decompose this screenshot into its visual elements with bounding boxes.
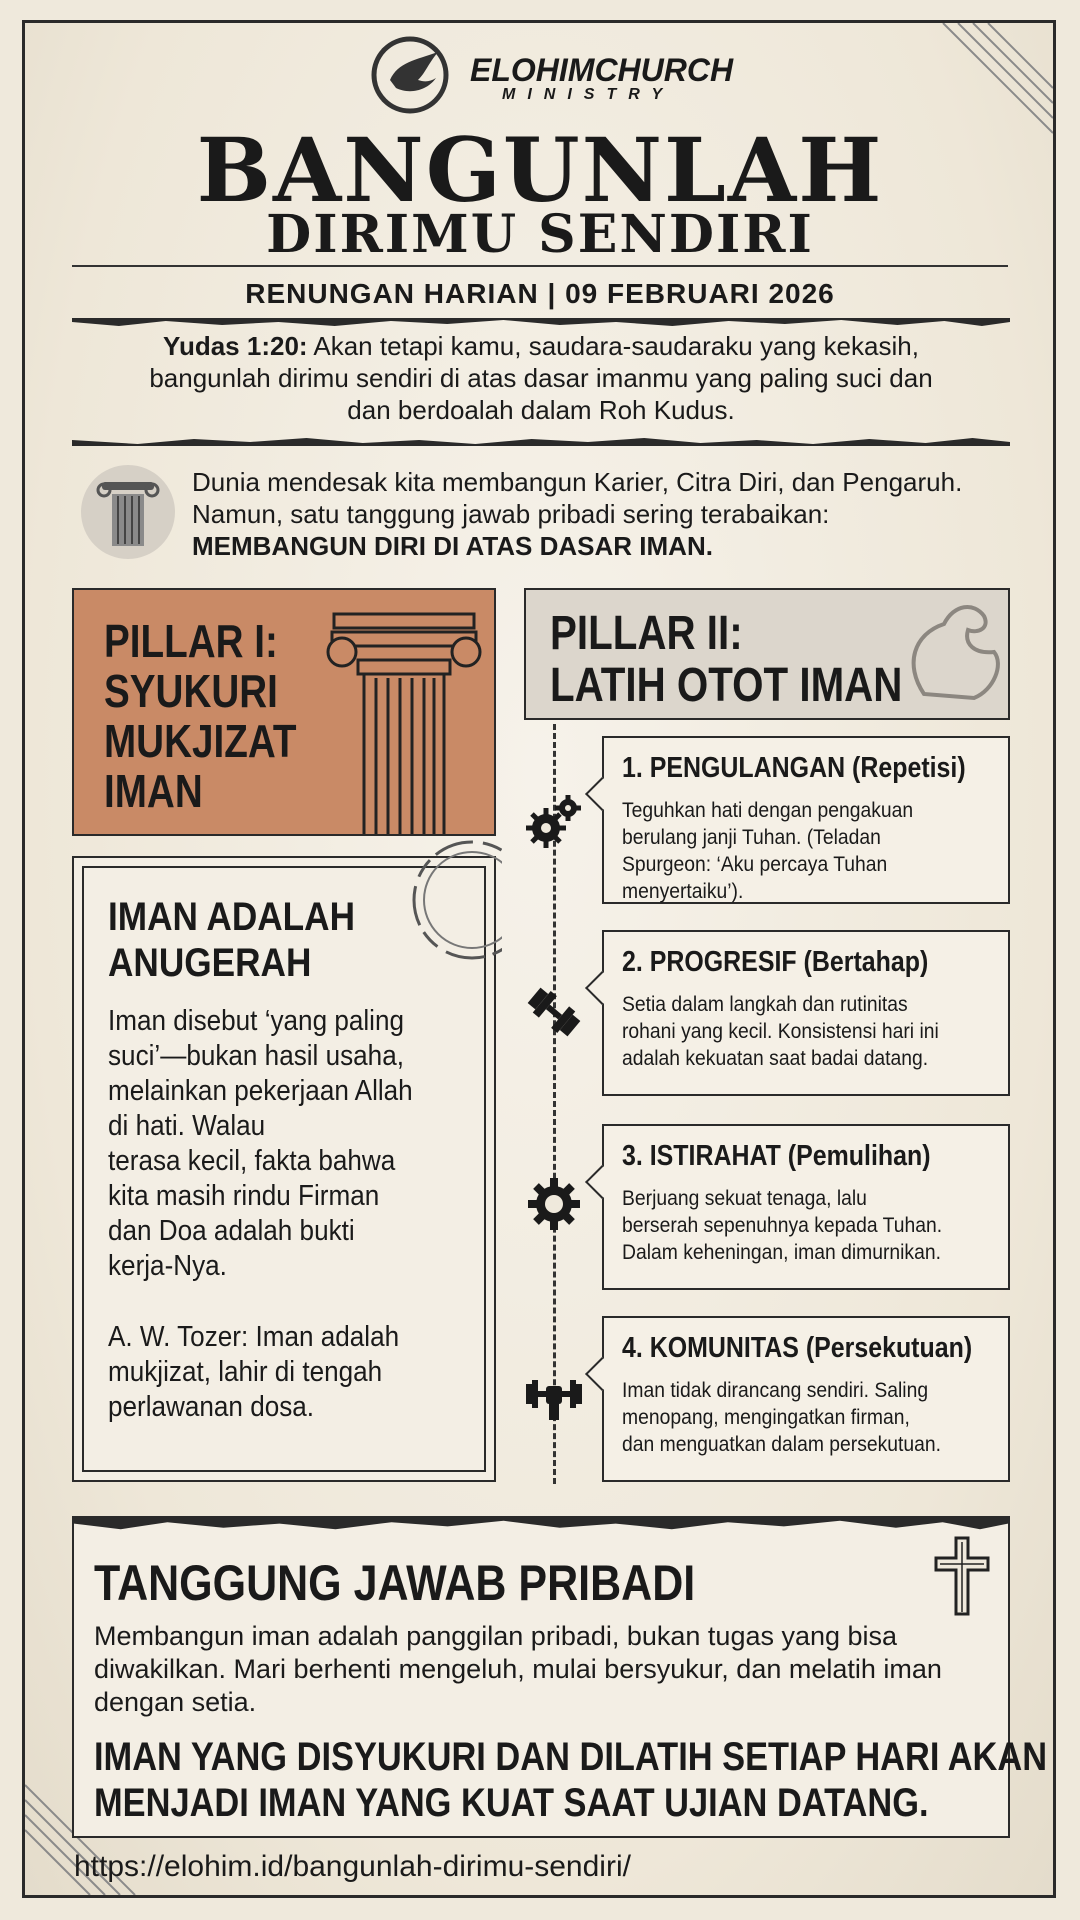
step-title: 1. PENGULANGAN (Repetisi) — [622, 752, 966, 784]
closing-line: MENJADI IMAN YANG KUAT SAAT UJIAN DATANG. — [94, 1781, 929, 1825]
step-line: Iman tidak dirancang sendiri. Saling — [622, 1379, 929, 1402]
step-line: Berjuang sekuat tenaga, lalu — [622, 1187, 867, 1210]
pillar2-title-line: LATIH OTOT IMAN — [550, 659, 903, 712]
page-title: BANGUNLAH — [196, 118, 884, 222]
verse-line: dan berdoalah dalam Roh Kudus. — [347, 395, 735, 425]
step-line: adalah kekuatan saat badai datang. — [622, 1047, 929, 1070]
step-text — [622, 1185, 961, 1266]
body-line: diwakilkan. Mari berhenti mengeluh, mulai bersyukur, dan melatih iman — [94, 1654, 942, 1684]
subtitle-left: RENUNGAN HARIAN — [245, 278, 539, 309]
body-line: kita masih rindu Firman — [108, 1180, 380, 1212]
body-line: Iman disebut ‘yang paling — [108, 1005, 405, 1037]
step-line: Teguhkan hati dengan pengakuan — [622, 799, 914, 822]
brand-subtitle: MINISTRY — [502, 86, 675, 103]
step-title: 3. ISTIRAHAT (Pemulihan) — [622, 1140, 931, 1172]
torn-edge — [72, 436, 1010, 446]
intro-line: Namun, satu tanggung jawab pribadi sering terabaikan: — [192, 499, 830, 529]
intro-text — [192, 466, 962, 562]
pillar2-title — [550, 608, 902, 712]
greek-column-icon — [324, 608, 484, 836]
quote-line: A. W. Tozer: Iman adalah — [108, 1321, 400, 1353]
verse-text — [72, 330, 1010, 426]
torn-edge — [72, 318, 1010, 328]
pillar1-title-line: PILLAR I: — [104, 615, 278, 667]
divider — [72, 265, 1008, 267]
step-line: berserah sepenuhnya kepada Tuhan. — [622, 1214, 943, 1237]
barbell-hand-icon — [524, 1366, 584, 1426]
step-line: menopang, mengingatkan firman, — [622, 1406, 910, 1429]
verse-line: bangunlah dirimu sendiri di atas dasar imanmu yang paling suci dan — [149, 363, 933, 393]
footer-url-link[interactable]: https://elohim.id/bangunlah-dirimu-sendiri/ — [74, 1850, 631, 1883]
pillar1-title-line: SYUKURI — [104, 665, 278, 717]
pillar1-title-line: MUKJIZAT — [104, 715, 297, 767]
body-line: terasa kecil, fakta bahwa — [108, 1145, 396, 1177]
dove-logo-icon — [368, 32, 452, 118]
pillar1-title-line: IMAN — [104, 765, 203, 817]
verse-reference: Yudas 1:20: — [163, 331, 308, 361]
gears-icon — [524, 792, 584, 852]
subtitle — [0, 278, 1080, 310]
flexed-arm-icon — [894, 594, 1010, 714]
pillar1-card-body — [108, 1004, 413, 1425]
step-title: 4. KOMUNITAS (Persekutuan) — [622, 1332, 973, 1364]
step-title: 2. PROGRESIF (Bertahap) — [622, 946, 929, 978]
pillar1-card-title — [108, 894, 355, 986]
body-line: melainkan pekerjaan Allah — [108, 1075, 413, 1107]
step-card-2 — [602, 930, 1010, 1096]
step-line: rohani yang kecil. Konsistensi hari ini — [622, 1020, 939, 1043]
closing-line: IMAN YANG DISYUKURI DAN DILATIH SETIAP HARI AKAN — [94, 1735, 1048, 1779]
quote-line: perlawanan dosa. — [108, 1391, 315, 1423]
step-card-4 — [602, 1316, 1010, 1482]
pillar1-title — [104, 616, 296, 816]
step-line: dan menguatkan dalam persekutuan. — [622, 1433, 942, 1456]
body-line: Membangun iman adalah panggilan pribadi, bukan tugas yang bisa — [94, 1621, 898, 1651]
body-line: kerja-Nya. — [108, 1250, 227, 1282]
step-card-1 — [602, 736, 1010, 904]
step-text — [622, 991, 961, 1072]
step-text — [622, 1377, 961, 1458]
subtitle-date: 09 FEBRUARI 2026 — [565, 278, 835, 309]
dumbbell-icon — [524, 982, 584, 1042]
separator: | — [547, 278, 566, 309]
step-line: Spurgeon: ‘Aku percaya Tuhan — [622, 853, 888, 876]
pillar2-title-line: PILLAR II: — [550, 607, 743, 660]
brand-name: ELOHIMCHURCH — [470, 52, 734, 88]
responsibility-body — [94, 1620, 942, 1719]
torn-edge — [74, 1518, 1008, 1532]
quote-line: mukjizat, lahir di tengah — [108, 1356, 383, 1388]
verse-box — [72, 318, 1010, 446]
step-line: Dalam keheningan, iman dimurnikan. — [622, 1241, 941, 1264]
intro-line: Dunia mendesak kita membangun Karier, Citra Diri, dan Pengaruh. — [192, 467, 963, 497]
step-text — [622, 797, 961, 905]
card-title-line: IMAN ADALAH — [108, 895, 356, 939]
card-title-line: ANUGERAH — [108, 941, 312, 985]
body-line: dengan setia. — [94, 1687, 257, 1717]
page-title-line2: DIRIMU SENDIRI — [266, 204, 814, 265]
pillar2-header — [524, 588, 1010, 720]
intro-emphasis: MEMBANGUN DIRI DI ATAS DASAR IMAN. — [192, 531, 713, 561]
responsibility-closing — [94, 1734, 1047, 1826]
stamp-decoration — [392, 830, 502, 970]
column-icon — [80, 464, 176, 560]
verse-line: Akan tetapi kamu, saudara-saudaraku yang kekasih, — [313, 331, 919, 361]
step-line: Setia dalam langkah dan rutinitas — [622, 993, 908, 1016]
step-line: berulang janji Tuhan. (Teladan — [622, 826, 881, 849]
body-line: di hati. Walau — [108, 1110, 266, 1142]
cross-icon — [930, 1534, 994, 1618]
responsibility-box — [72, 1516, 1048, 1838]
responsibility-title: TANGGUNG JAWAB PRIBADI — [94, 1555, 696, 1611]
pillar1-header — [72, 588, 496, 836]
step-card-3 — [602, 1124, 1010, 1290]
body-line: dan Doa adalah bukti — [108, 1215, 355, 1247]
body-line: suci’—bukan hasil usaha, — [108, 1040, 404, 1072]
step-line: menyertaiku’). — [622, 880, 744, 903]
gear-icon — [524, 1174, 584, 1234]
